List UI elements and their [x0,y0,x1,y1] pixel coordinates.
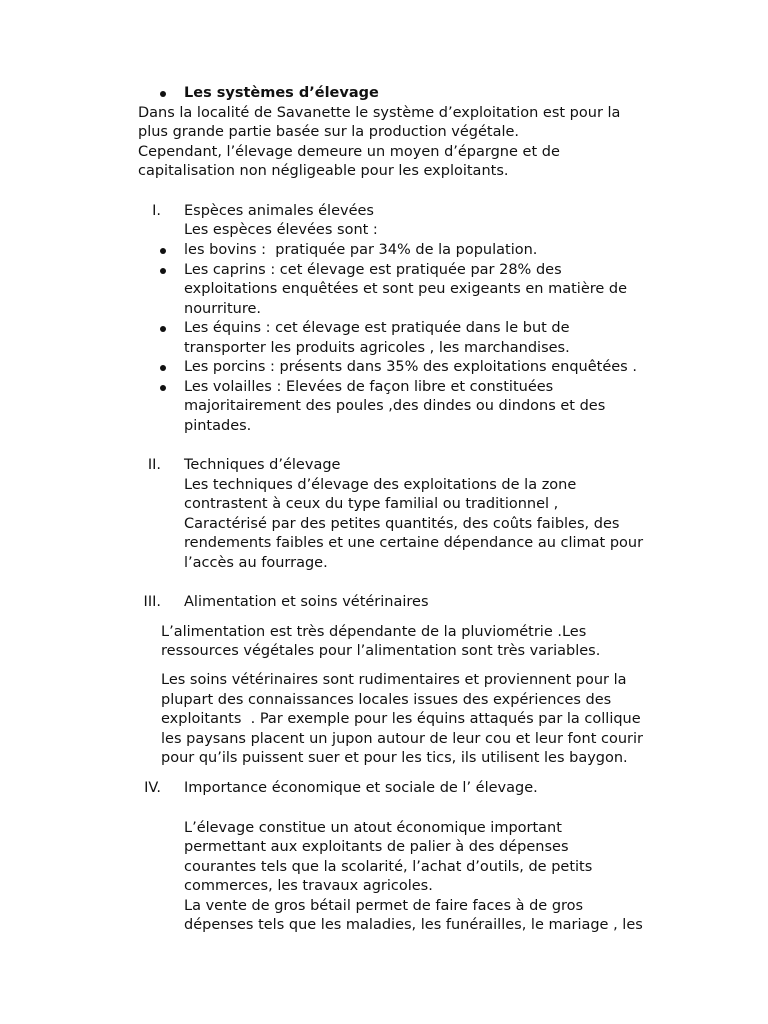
section-heading: Les systèmes d’élevage [184,85,379,101]
list-bullet [160,385,166,391]
list-bullet [160,248,166,254]
section-title: Techniques d’élevage [184,457,341,473]
list-bullet [160,365,166,371]
section-body-line: plupart des connaissances locales issues des expériences des [161,692,612,708]
list-item: Les volailles : Elevées de façon libre et constituées [184,379,554,395]
intro-line: plus grande partie basée sur la production végétale. [138,124,520,140]
list-item: les bovins : pratiquée par 34% de la population. [184,242,538,258]
heading-bullet [160,91,166,97]
section-body-line: L’élevage constitue un atout économique important [184,820,562,836]
section-body-line: l’accès au fourrage. [184,555,328,571]
list-item: nourriture. [184,301,261,317]
section-body-line: La vente de gros bétail permet de faire faces à de gros [184,898,584,914]
section-subtitle: Les espèces élevées sont : [184,222,378,238]
section-numeral: III. [143,594,161,610]
section-body-line: Caractérisé par des petites quantités, des coûts faibles, des [184,516,620,532]
list-item: transporter les produits agricoles , les marchandises. [184,340,570,356]
section-body-line: commerces, les travaux agricoles. [184,878,433,894]
list-item: pintades. [184,418,252,434]
section-body-line: Les techniques d’élevage des exploitations de la zone [184,477,577,493]
list-item: Les caprins : cet élevage est pratiquée par 28% des [184,262,562,278]
section-body-line: L’alimentation est très dépendante de la pluviométrie .Les [161,624,587,640]
section-body-line: Les soins vétérinaires sont rudimentaires et proviennent pour la [161,672,627,688]
intro-line: Cependant, l’élevage demeure un moyen d’épargne et de [138,144,560,160]
section-numeral: II. [147,457,161,473]
section-numeral: IV. [144,780,161,796]
intro-line: capitalisation non négligeable pour les exploitants. [138,163,509,179]
section-body-line: permettant aux exploitants de palier à des dépenses [184,839,569,855]
section-body-line: dépenses tels que les maladies, les funérailles, le mariage , les [184,917,643,933]
section-body-line: rendements faibles et une certaine dépendance au climat pour [184,535,644,551]
section-title: Espèces animales élevées [184,203,374,219]
section-numeral: I. [152,203,161,219]
section-body-line: exploitants . Par exemple pour les équins attaqués par la collique [161,711,641,727]
intro-line: Dans la localité de Savanette le système d’exploitation est pour la [138,105,621,121]
section-body-line: contrastent à ceux du type familial ou traditionnel , [184,496,559,512]
section-title: Alimentation et soins vétérinaires [184,594,429,610]
list-item: Les porcins : présents dans 35% des exploitations enquêtées . [184,359,637,375]
list-item: Les équins : cet élevage est pratiquée dans le but de [184,320,570,336]
list-item: majoritairement des poules ,des dindes ou dindons et des [184,398,606,414]
list-bullet [160,326,166,332]
section-body-line: ressources végétales pour l’alimentation sont très variables. [161,643,601,659]
section-title: Importance économique et sociale de l’ élevage. [184,780,538,796]
list-item: exploitations enquêtées et sont peu exigeants en matière de [184,281,628,297]
section-body-line: les paysans placent un jupon autour de leur cou et leur font courir [161,731,644,747]
section-body-line: courantes tels que la scolarité, l’achat d’outils, de petits [184,859,593,875]
section-body-line: pour qu’ils puissent suer et pour les tics, ils utilisent les baygon. [161,750,628,766]
list-bullet [160,268,166,274]
